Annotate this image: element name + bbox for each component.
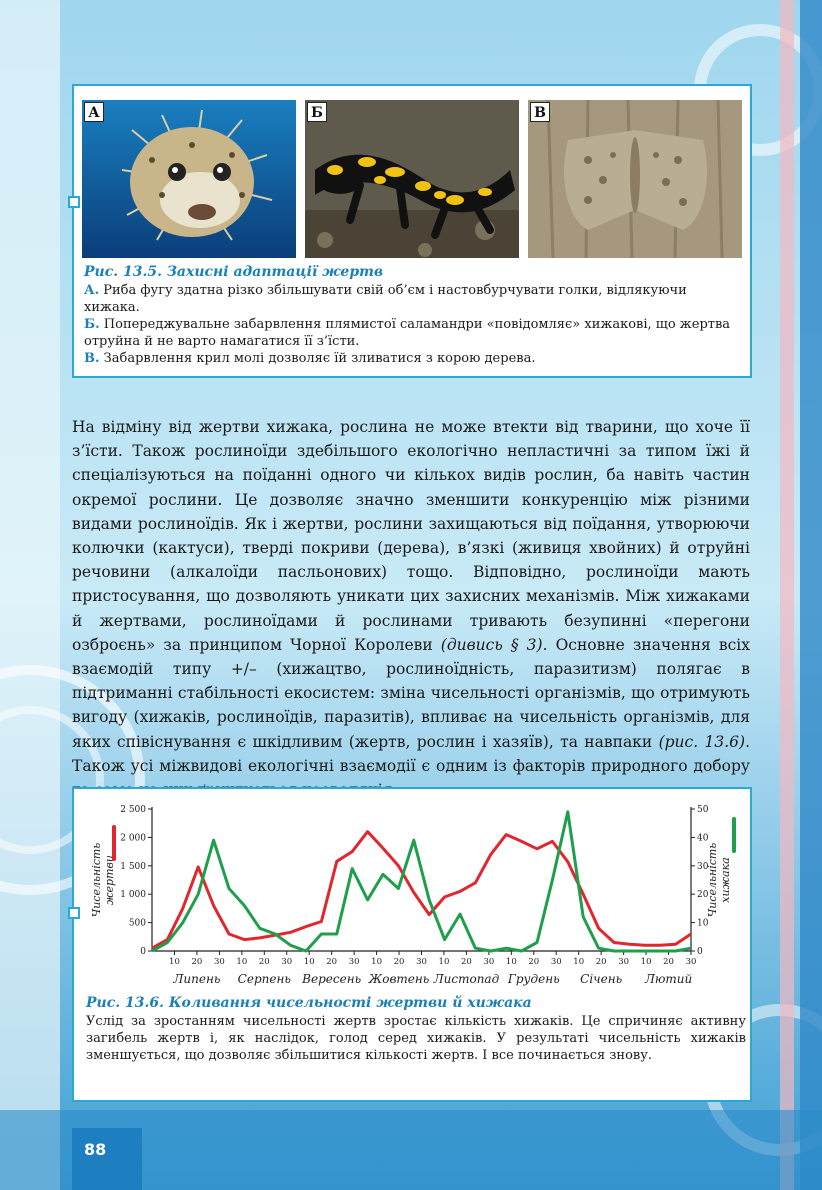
main-text-part-2: . Основне значення всіх взаємодій типу +/– (хижацтво, рослиноїдність, паразитизм) полягає в підтриманні стабільності екосистем: зміна чисельності організмів, що отримують вигоду (хижаків, рослиноїдів, паразитів), впливає на чисельність організмів, для яких співіснування є шкідливим (жертв, рослин і хазяїв), та навпаки <box>72 635 750 751</box>
figure-13-6-text: Услід за зростанням чисельності жертв зростає кількість хижаків. Це спричиняє активну загибель жертв і, як наслідок, голод серед хижаків. У результаті чисельність хижаків зменшується, що дозволяє збільшитися кількості жертв. І все починається знову. <box>86 1014 746 1063</box>
panel-tag-a: А <box>84 102 104 122</box>
x-tick-label: 30 <box>550 957 562 967</box>
page-number-tab <box>72 1128 142 1190</box>
x-tick-label: 20 <box>461 957 472 967</box>
month-label: Липень <box>173 972 221 986</box>
x-tick-label: 20 <box>258 957 270 967</box>
caption-item-a <box>84 282 744 316</box>
x-tick-label: 10 <box>505 957 517 967</box>
y-axis-title-left-line-1: Чисельність <box>90 842 103 918</box>
panel-tag-b: Б <box>307 102 327 122</box>
y-axis-title-right-line-1: Чисельність <box>706 842 719 918</box>
x-tick-label: 30 <box>416 957 427 967</box>
y-tick-label-left: 500 <box>128 918 146 929</box>
y-tick-label-right: 0 <box>697 947 703 957</box>
y-tick-label-right: 50 <box>697 805 709 815</box>
x-tick-label: 20 <box>191 957 203 967</box>
photo-pufferfish <box>82 100 296 258</box>
photo-moth <box>528 100 742 258</box>
y-tick-label-right: 20 <box>697 890 709 901</box>
series-line-prey <box>152 832 691 949</box>
predator-prey-chart <box>74 789 750 994</box>
series-line-predator <box>152 812 691 951</box>
y-tick-label-right: 30 <box>697 861 709 872</box>
main-text-part-3: . Також усі міжвидові екологічні взаємодії є одним із факторів природного добору <box>72 732 751 775</box>
y-axis-title-left-line-2: жертви <box>103 855 116 905</box>
y-axis-title-right-line-2: хижака <box>719 857 732 903</box>
y-tick-label-left: 2 500 <box>120 805 146 815</box>
page-number: 88 <box>84 1140 107 1159</box>
panel-tag-v: В <box>530 102 550 122</box>
main-paragraph <box>72 415 750 802</box>
y-tick-label-left: 1 500 <box>120 861 146 872</box>
x-tick-label: 10 <box>371 957 382 967</box>
month-label: Грудень <box>507 972 560 986</box>
x-tick-label: 30 <box>348 957 360 967</box>
caption-item-b <box>84 316 744 350</box>
x-tick-label: 10 <box>169 957 180 967</box>
month-label: Вересень <box>302 972 362 986</box>
x-tick-label: 20 <box>595 957 607 967</box>
caption-text-v: Забарвлення крил молі дозволяє їй зливатися з корою дерева. <box>103 351 536 366</box>
y-axis-title-right <box>706 843 732 918</box>
caption-marker-b: Б. <box>84 317 100 332</box>
x-tick-label: 30 <box>281 957 293 967</box>
x-tick-label: 10 <box>573 957 585 967</box>
figure-13-5-caption <box>84 264 744 367</box>
y-tick-label-right: 40 <box>697 833 709 844</box>
x-tick-label: 20 <box>326 957 338 967</box>
x-tick-label: 30 <box>213 957 225 967</box>
x-tick-label: 10 <box>303 957 315 967</box>
x-tick-label: 20 <box>663 957 674 967</box>
figure-13-6-title: Рис. 13.6. Коливання чисельності жертви й хижака <box>86 995 532 1011</box>
figure-13-5 <box>72 84 752 378</box>
y-tick-label-left: 1 000 <box>120 890 146 901</box>
figure-13-5-title: Рис. 13.5. Захисні адаптації жертв <box>84 264 384 280</box>
month-label: Січень <box>580 972 623 986</box>
y-tick-label-right: 10 <box>697 918 709 929</box>
main-text-part-1: На відміну від жертви хижака, рослина не може втекти від тварини, що хоче її з’їсти. Також рослиноїди здебільшого екологічно непластичні за типом їжі й спеціалізуються на поїданні одного чи кількох видів рослин, ба навіть частин окремої рослини. Це дозволяє значно зменшити конкуренцію між різними видами рослиноїдів. Як і жертви, рослини захищаються від поїдання, утворюючи колючки (кактуси), тверді покриви (дерева), в’язкі (живиця хвойних) й отруйні речовини (алкалоїди пасльонових) тощо. Відповідно, рослиноїди мають пристосування, що дозволяють уникати цих захисних механізмів. Між хижаками й жертвами, рослиноїдами й рослинами тривають безупинні «перегони озброєнь» за принципом Чорної Королеви <box>72 418 750 654</box>
caption-marker-v: В. <box>84 351 100 366</box>
x-tick-label: 10 <box>640 957 652 967</box>
figure-13-6 <box>72 787 752 1102</box>
caption-marker-a: А. <box>84 283 100 298</box>
caption-item-v <box>84 350 744 367</box>
y-tick-label-left: 2 000 <box>120 833 146 844</box>
x-tick-label: 10 <box>438 957 450 967</box>
month-label: Лютий <box>644 972 693 986</box>
ref-figure-13-6: (рис. 13.6) <box>658 732 746 751</box>
x-tick-label: 30 <box>618 957 630 967</box>
ref-section-3: (дивись § 3) <box>440 635 543 654</box>
caption-text-a: Риба фугу здатна різко збільшувати свій об’єм і настовбурчувати голки, відлякуючи хижака. <box>84 283 687 315</box>
x-tick-label: 30 <box>483 957 495 967</box>
x-tick-label: 20 <box>393 957 405 967</box>
x-tick-label: 20 <box>528 957 540 967</box>
photo-salamander <box>305 100 519 258</box>
y-tick-label-left: 0 <box>140 947 146 957</box>
figure-13-6-caption <box>86 995 746 1064</box>
month-label: Листопад <box>433 972 500 986</box>
frame-anchor <box>68 196 80 208</box>
x-tick-label: 10 <box>236 957 248 967</box>
x-tick-label: 30 <box>685 957 697 967</box>
caption-text-b: Попереджувальне забарвлення плямистої саламандри «повідомляє» хижакові, що жертва отруйна й не варто намагатися її з’їсти. <box>84 317 731 349</box>
month-label: Жовтень <box>368 972 430 986</box>
month-label: Серпень <box>237 972 291 986</box>
